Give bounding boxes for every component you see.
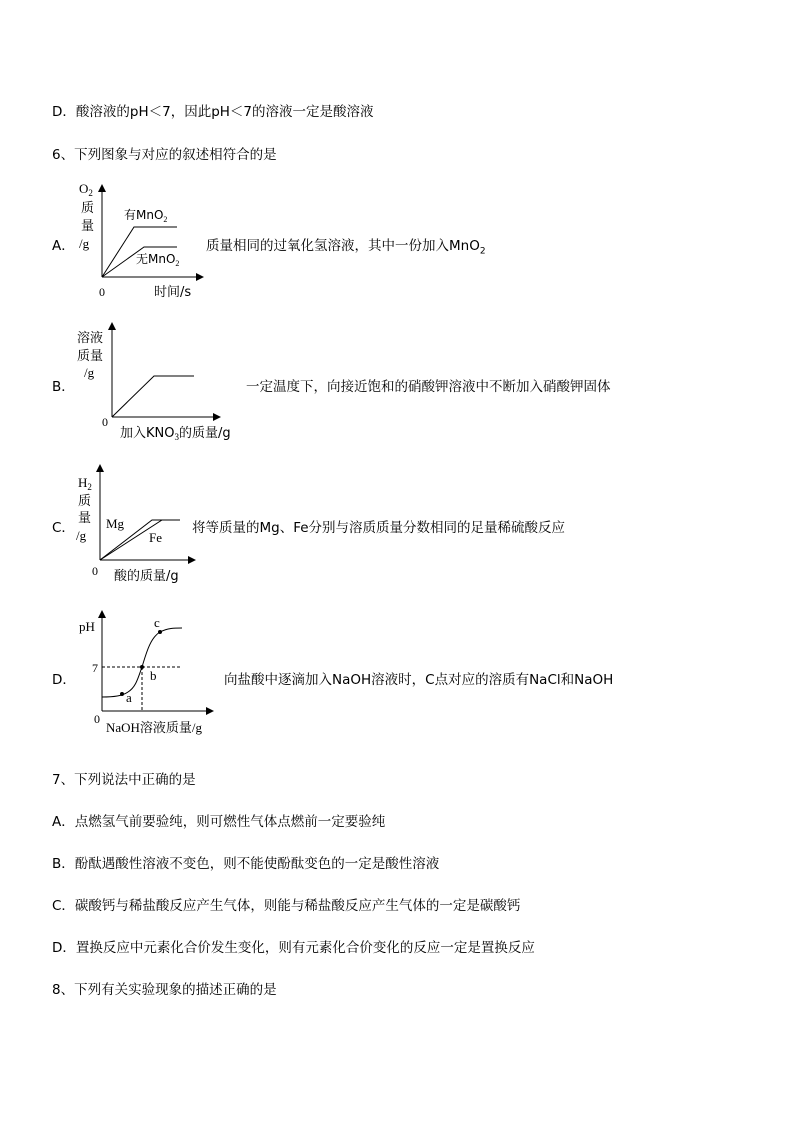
y-label: pH	[79, 619, 95, 634]
q7-option-b: B．酚酞遇酸性溶液不变色，则不能使酚酞变色的一定是酸性溶液	[52, 856, 440, 872]
origin-label: 0	[102, 415, 108, 429]
y-label-unit: /g	[79, 236, 90, 251]
x-label: NaOH溶液质量/g	[106, 720, 203, 735]
curve-label-without: 无MnO$_2$	[136, 252, 180, 268]
ph-curve	[102, 628, 182, 697]
q8-stem: 8、下列有关实验现象的描述正确的是	[52, 982, 277, 998]
y-label-unit: /g	[84, 365, 95, 380]
y-label-liang: 量	[78, 511, 92, 526]
q7-option-c: C．碳酸钙与稀盐酸反应产生气体，则能与稀盐酸反应产生气体的一定是碳酸钙	[52, 898, 521, 914]
q6-option-a-desc: 质量相同的过氧化氢溶液，其中一份加入MnO$_2$	[206, 238, 486, 257]
q7-option-a: A．点燃氢气前要验纯，则可燃性气体点燃前一定要验纯	[52, 814, 386, 830]
origin-label: 0	[94, 712, 100, 726]
q6-option-c-desc: 将等质量的Mg、Fe分别与溶质质量分数相同的足量稀硫酸反应	[192, 520, 566, 536]
q6-graph-a	[72, 180, 207, 300]
y-label-zhi: 质	[78, 494, 92, 509]
y-label-line2: 质量	[77, 349, 104, 364]
y-label-h: $H_2$	[78, 475, 92, 492]
q6-option-d-label: D．	[52, 672, 76, 688]
q7-stem: 7、下列说法中正确的是	[52, 772, 196, 788]
q5-option-d: D．酸溶液的pH＜7，因此pH＜7的溶液一定是酸溶液	[52, 104, 374, 120]
label-c: c	[154, 615, 160, 630]
y-label-zhi: 质	[81, 201, 95, 216]
x-label: 加入$KNO_3$的质量/g	[120, 426, 231, 442]
q6-stem: 6、下列图象与对应的叙述相符合的是	[52, 147, 277, 163]
q6-option-a-label: A．	[52, 238, 75, 254]
label-b: b	[150, 668, 157, 683]
q7-option-d: D．置换反应中元素化合价发生变化，则有元素化合价变化的反应一定是置换反应	[52, 940, 535, 956]
q6-option-b-desc: 一定温度下，向接近饱和的硝酸钾溶液中不断加入硝酸钾固体	[246, 379, 611, 395]
y-label-liang: 量	[81, 219, 95, 234]
q6-graph-d	[72, 608, 222, 738]
tick-7: 7	[92, 661, 98, 675]
curve-label-mg: Mg	[106, 516, 125, 531]
x-label: 酸的质量/g	[114, 569, 179, 584]
curve-label-fe: Fe	[149, 530, 162, 545]
y-label-o: $O_2$	[79, 181, 93, 198]
q6-option-c-label: C．	[52, 520, 75, 536]
x-label: 时间/s	[154, 285, 192, 300]
origin-label: 0	[99, 285, 105, 299]
q6-option-d-desc: 向盐酸中逐滴加入NaOH溶液时，C点对应的溶质有NaCl和NaOH	[224, 672, 614, 688]
label-a: a	[126, 690, 132, 705]
solution-mass-curve	[112, 376, 194, 417]
point-a	[120, 692, 124, 696]
y-label-unit: /g	[76, 528, 87, 543]
q6-graph-b	[72, 320, 252, 445]
q6-graph-c	[72, 462, 197, 587]
point-b	[140, 665, 144, 669]
curve-label-with: 有MnO$_2$	[124, 208, 168, 224]
q6-option-b-label: B．	[52, 379, 75, 395]
y-label-line1: 溶液	[77, 331, 104, 346]
origin-label: 0	[92, 564, 98, 578]
point-c	[158, 630, 162, 634]
